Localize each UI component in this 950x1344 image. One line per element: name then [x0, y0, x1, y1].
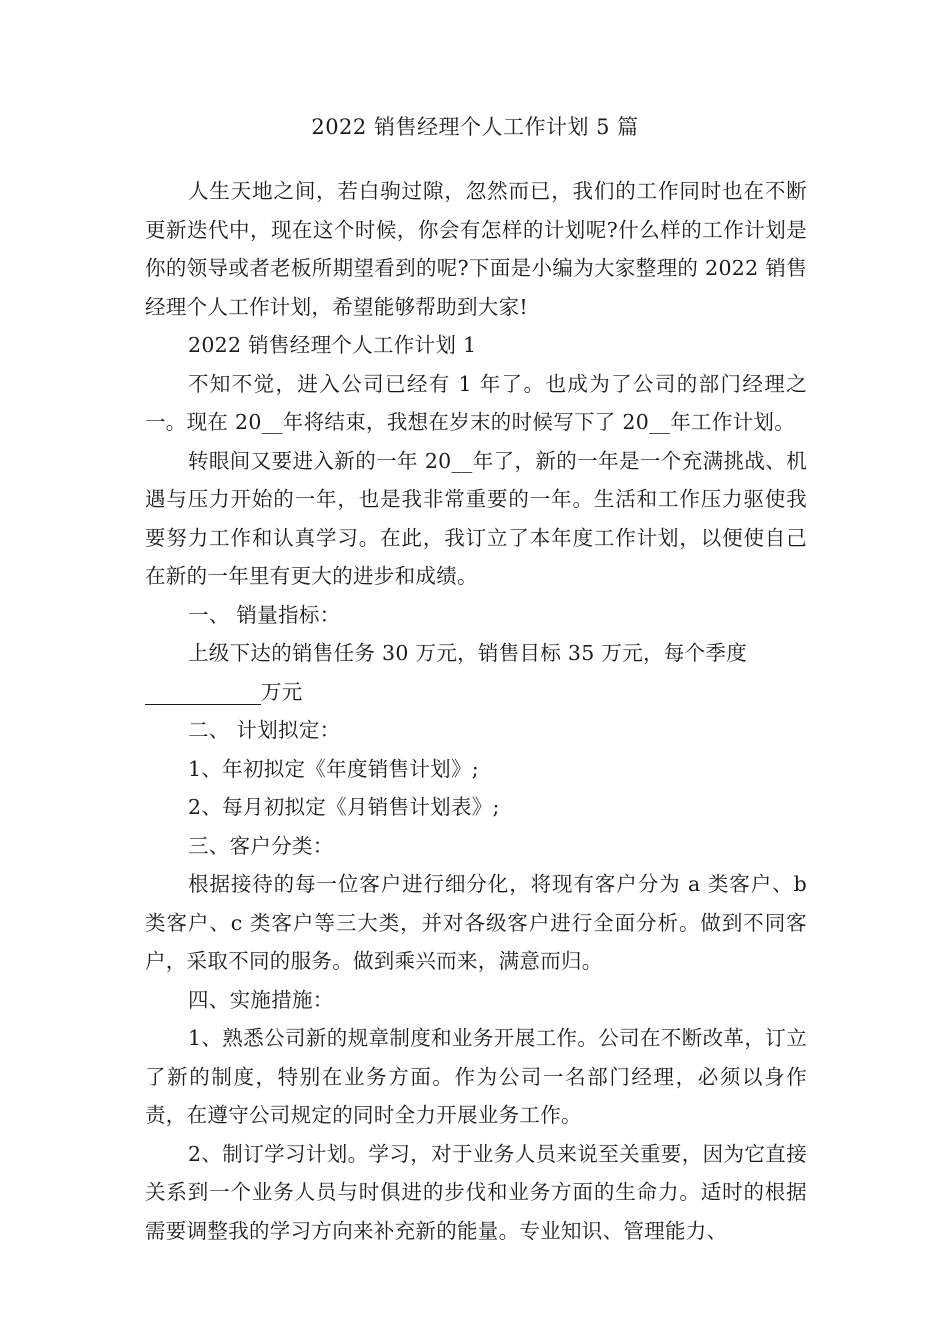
sales-task-unit: 万元	[261, 679, 303, 704]
heading-sales-target: 一、 销量指标：	[188, 602, 341, 627]
paragraph-implementation-1: 1、熟悉公司新的规章制度和业务开展工作。公司在不断改革，订立了新的制度，特别在业务方面。作为公司一名部门经理，必须以身作责，在遵守公司规定的同时全力开展业务工作。	[145, 1026, 807, 1127]
document-body	[145, 172, 807, 1250]
intro-paragraph: 人生天地之间，若白驹过隙，忽然而已，我们的工作同时也在不断更新迭代中，现在这个时候，你会有怎样的计划呢?什么样的工作计划是你的领导或者老板所期望看到的呢?下面是小编为大家整理的 2022 销售经理个人工作计划，希望能够帮助到大家!	[145, 179, 807, 319]
paragraph-sales-task	[145, 634, 807, 711]
paragraph-new-year: 转眼间又要进入新的一年 20__年了，新的一年是一个充满挑战、机遇与压力开始的一年，也是我非常重要的一年。生活和工作压力驱使我要努力工作和认真学习。在此，我订立了本年度工作计划，以便使自己在新的一年里有更大的进步和成绩。	[145, 448, 807, 588]
sales-task-text: 上级下达的销售任务 30 万元，销售目标 35 万元，每个季度	[188, 641, 748, 665]
heading-customer-classification: 三、客户分类：	[188, 833, 334, 858]
section-heading-plan-1: 2022 销售经理个人工作计划 1	[188, 333, 477, 357]
paragraph-joined-company: 不知不觉，进入公司已经有 1 年了。也成为了公司的部门经理之一。现在 20__年将结束，我想在岁末的时候写下了 20__年工作计划。	[145, 371, 807, 434]
fill-in-blank	[145, 680, 261, 705]
paragraph-customer-classification: 根据接待的每一位客户进行细分化，将现有客户分为 a 类客户、b 类客户、c 类客户等三大类，并对各级客户进行全面分析。做到不同客户，采取不同的服务。做到乘兴而来，满意而归。	[145, 872, 807, 973]
heading-implementation: 四、实施措施：	[188, 987, 334, 1012]
paragraph-implementation-2: 2、制订学习计划。学习，对于业务人员来说至关重要，因为它直接关系到一个业务人员与时俱进的步伐和业务方面的生命力。适时的根据需要调整我的学习方向来补充新的能量。专业知识、管理能力、	[145, 1141, 807, 1243]
list-item-monthly-plan: 2、每月初拟定《月销售计划表》;	[188, 795, 500, 819]
heading-plan-drafting: 二、 计划拟定：	[188, 718, 341, 742]
list-item-annual-plan: 1、年初拟定《年度销售计划》;	[188, 756, 479, 781]
document-title: 2022 销售经理个人工作计划 5 篇	[311, 115, 639, 139]
